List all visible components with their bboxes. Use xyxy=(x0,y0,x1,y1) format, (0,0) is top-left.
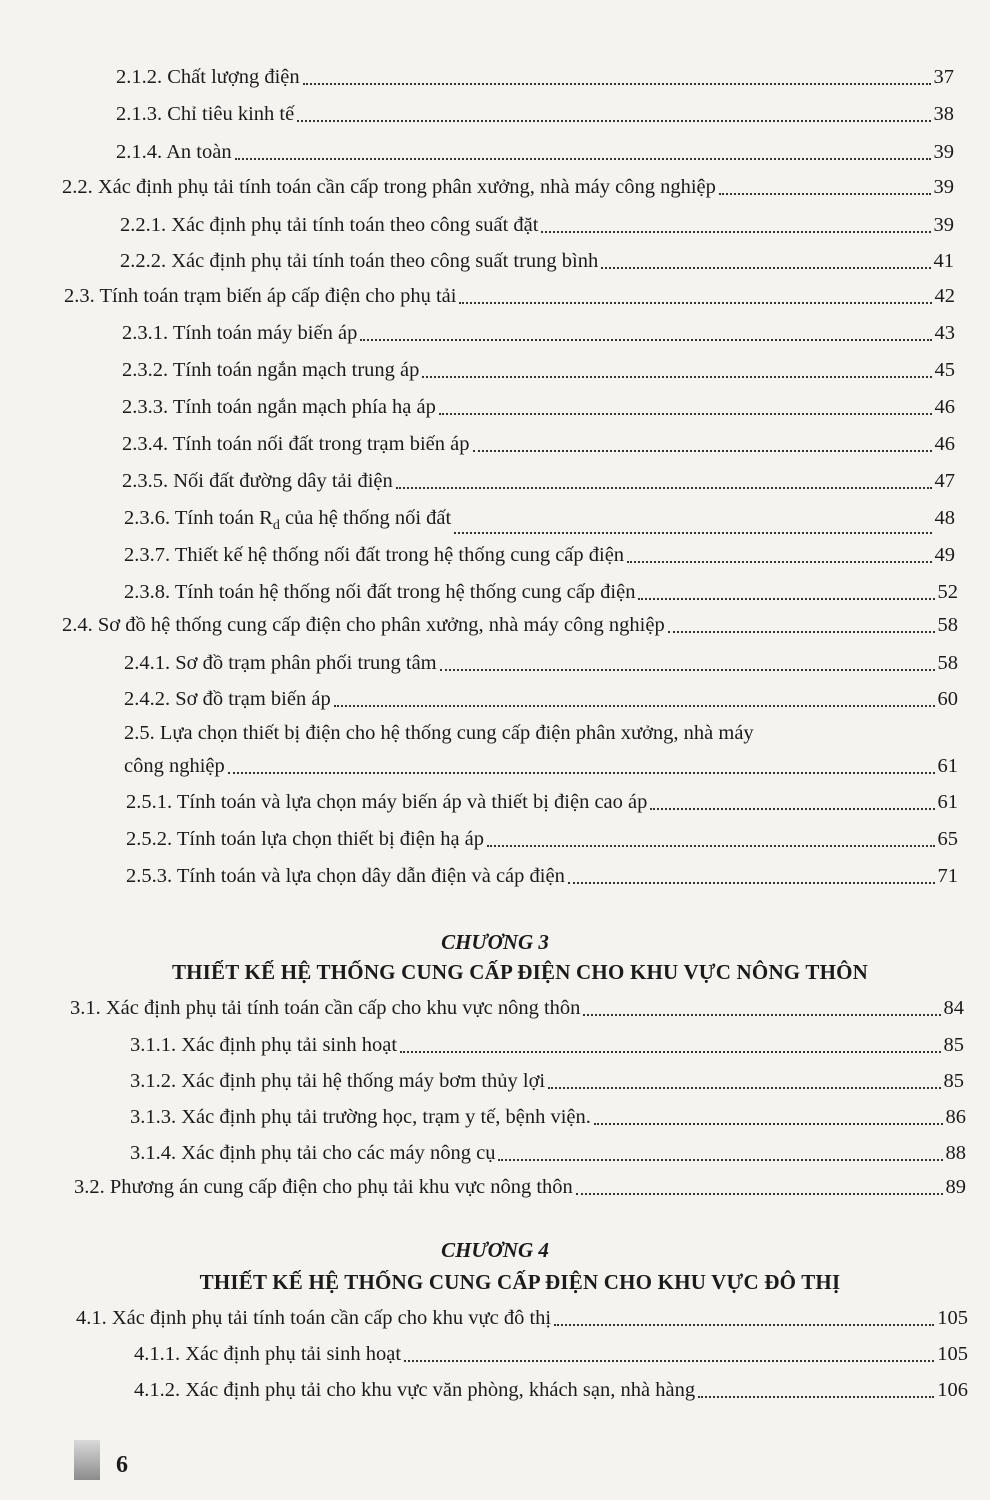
toc-entry-page: 84 xyxy=(943,997,964,1019)
leader-dots xyxy=(568,882,935,884)
toc-entry[interactable] xyxy=(64,283,955,309)
toc-entry-page: 42 xyxy=(934,285,955,307)
leader-dots xyxy=(583,1014,940,1016)
toc-entry-page: 39 xyxy=(933,176,954,198)
leader-dots xyxy=(576,1193,943,1195)
toc-entry-page: 45 xyxy=(934,359,955,381)
toc-entry[interactable] xyxy=(62,174,954,200)
toc-entry-page: 89 xyxy=(945,1176,966,1198)
toc-entry-title: 2.4.2. Sơ đồ trạm biến áp xyxy=(124,688,331,710)
leader-dots xyxy=(303,83,931,85)
toc-entry[interactable] xyxy=(124,505,955,539)
leader-dots xyxy=(235,158,931,160)
leader-dots xyxy=(650,808,934,810)
leader-dots xyxy=(698,1396,934,1398)
toc-entry[interactable] xyxy=(130,1104,966,1130)
leader-dots xyxy=(422,376,931,378)
toc-entry[interactable] xyxy=(120,248,954,274)
toc-entry-page: 71 xyxy=(937,865,958,887)
leader-dots xyxy=(594,1123,943,1125)
toc-entry-page: 48 xyxy=(934,507,955,529)
leader-dots xyxy=(439,413,932,415)
toc-entry[interactable] xyxy=(116,64,954,90)
toc-entry[interactable] xyxy=(122,357,955,383)
leader-dots xyxy=(473,450,932,452)
toc-entry-page: 65 xyxy=(937,828,958,850)
toc-entry-title: 2.3.6. Tính toán $R_d$ của hệ thống nối đất xyxy=(124,507,452,534)
toc-entry-title: 3.1.3. Xác định phụ tải trường học, trạm y tế, bệnh viện. xyxy=(130,1106,591,1128)
toc-entry-title: công nghiệp xyxy=(124,755,225,777)
toc-entry-page: 46 xyxy=(934,433,955,455)
toc-entry[interactable] xyxy=(76,1305,968,1331)
toc-entry-title: 2.3.5. Nối đất đường dây tải điện xyxy=(122,470,393,492)
toc-entry-page: 60 xyxy=(937,688,958,710)
subscript: d xyxy=(272,518,280,534)
toc-entry[interactable] xyxy=(126,826,958,852)
leader-dots xyxy=(440,669,935,671)
leader-dots xyxy=(396,487,932,489)
toc-entry-title: 2.2.2. Xác định phụ tải tính toán theo công suất trung bình xyxy=(120,250,599,272)
leader-dots xyxy=(459,302,931,304)
toc-entry[interactable] xyxy=(122,468,955,494)
toc-entry-title: 3.1.1. Xác định phụ tải sinh hoạt xyxy=(130,1034,398,1056)
toc-entry-title: 2.2. Xác định phụ tải tính toán cần cấp trong phân xưởng, nhà máy công nghiệp xyxy=(62,176,716,198)
toc-entry-page: 61 xyxy=(937,755,958,777)
toc-entry-title: 2.4.1. Sơ đồ trạm phân phối trung tâm xyxy=(124,652,437,674)
leader-dots xyxy=(601,267,930,269)
toc-entry-page: 39 xyxy=(933,214,954,236)
toc-entry-page: 58 xyxy=(937,652,958,674)
toc-entry-page: 52 xyxy=(937,581,958,603)
toc-entry-page: 86 xyxy=(945,1106,966,1128)
toc-entry-title: 2.5.3. Tính toán và lựa chọn dây dẫn điện và cáp điện xyxy=(126,865,565,887)
toc-entry[interactable] xyxy=(122,394,955,420)
toc-entry[interactable] xyxy=(122,320,955,346)
toc-entry-title: 2.3.8. Tính toán hệ thống nối đất trong hệ thống cung cấp điện xyxy=(124,581,636,603)
toc-entry-page: 105 xyxy=(937,1307,968,1329)
toc-entry[interactable] xyxy=(134,1377,968,1403)
toc-entry[interactable] xyxy=(62,612,958,638)
leader-dots xyxy=(719,193,931,195)
toc-entry-title[interactable]: 2.5. Lựa chọn thiết bị điện cho hệ thống cung cấp điện phân xưởng, nhà máy xyxy=(124,722,754,744)
toc-entry-page: 47 xyxy=(934,470,955,492)
leader-dots xyxy=(498,1159,942,1161)
toc-entry-page: 38 xyxy=(933,103,954,125)
toc-entry-page: 41 xyxy=(933,250,954,272)
toc-entry-title: 3.1.4. Xác định phụ tải cho các máy nông cụ xyxy=(130,1142,496,1164)
toc-entry[interactable] xyxy=(116,139,954,165)
leader-dots xyxy=(487,845,934,847)
chapter-4-title: THIẾT KẾ HỆ THỐNG CUNG CẤP ĐIỆN CHO KHU VỰC ĐÔ THỊ xyxy=(199,1270,841,1294)
toc-entry-title: 2.1.2. Chất lượng điện xyxy=(116,66,300,88)
toc-entry-title: 2.5.2. Tính toán lựa chọn thiết bị điện hạ áp xyxy=(126,828,485,850)
toc-entry-title: 2.3.1. Tính toán máy biến áp xyxy=(122,322,358,344)
leader-dots xyxy=(297,120,930,122)
toc-entry[interactable] xyxy=(130,1140,966,1166)
toc-entry-page: 61 xyxy=(937,791,958,813)
leader-dots xyxy=(454,532,931,534)
toc-entry[interactable] xyxy=(120,212,954,238)
toc-entry-page: 85 xyxy=(943,1070,964,1092)
toc-entry[interactable] xyxy=(124,650,958,676)
leader-dots xyxy=(228,772,935,774)
leader-dots xyxy=(400,1051,940,1053)
toc-entry[interactable] xyxy=(116,101,954,127)
leader-dots xyxy=(638,598,934,600)
toc-entry[interactable] xyxy=(126,789,958,815)
toc-entry-page: 105 xyxy=(937,1343,968,1365)
toc-entry-title: 2.5.1. Tính toán và lựa chọn máy biến áp và thiết bị điện cao áp xyxy=(126,791,648,813)
toc-entry[interactable] xyxy=(124,542,955,568)
toc-entry[interactable] xyxy=(130,1032,964,1058)
toc-entry-page: 106 xyxy=(937,1379,968,1401)
toc-entry[interactable] xyxy=(134,1341,968,1367)
chapter-3-title: THIẾT KẾ HỆ THỐNG CUNG CẤP ĐIỆN CHO KHU VỰC NÔNG THÔN xyxy=(171,960,869,984)
toc-entry-page: 43 xyxy=(934,322,955,344)
toc-entry-title: 4.1.1. Xác định phụ tải sinh hoạt xyxy=(134,1343,402,1365)
toc-entry-title: 2.2.1. Xác định phụ tải tính toán theo công suất đặt xyxy=(120,214,539,236)
toc-entry[interactable] xyxy=(130,1068,964,1094)
toc-entry-title: 2.4. Sơ đồ hệ thống cung cấp điện cho phân xưởng, nhà máy công nghiệp xyxy=(62,614,665,636)
leader-dots xyxy=(668,631,935,633)
toc-entry-title: 2.3. Tính toán trạm biến áp cấp điện cho phụ tải xyxy=(64,285,457,307)
toc-entry-title: 2.1.3. Chỉ tiêu kinh tế xyxy=(116,103,295,125)
toc-entry-title: 2.3.4. Tính toán nối đất trong trạm biến áp xyxy=(122,433,470,455)
toc-entry-title: 4.1. Xác định phụ tải tính toán cần cấp cho khu vực đô thị xyxy=(76,1307,552,1329)
toc-entry[interactable] xyxy=(122,431,955,457)
toc-entry-title: 3.1.2. Xác định phụ tải hệ thống máy bơm thủy lợi xyxy=(130,1070,546,1092)
toc-entry[interactable] xyxy=(70,995,964,1021)
toc-entry[interactable] xyxy=(124,579,958,605)
toc-entry-title: 3.1. Xác định phụ tải tính toán cần cấp cho khu vực nông thôn xyxy=(70,997,581,1019)
toc-entry-page: 49 xyxy=(934,544,955,566)
chapter-3-label: CHƯƠNG 3 xyxy=(441,930,549,954)
leader-dots xyxy=(554,1324,934,1326)
toc-entry-title: 2.3.3. Tính toán ngắn mạch phía hạ áp xyxy=(122,396,436,418)
toc-entry-page: 46 xyxy=(934,396,955,418)
toc-entry[interactable] xyxy=(124,686,958,712)
toc-entry-title: 3.2. Phương án cung cấp điện cho phụ tải khu vực nông thôn xyxy=(74,1176,573,1198)
leader-dots xyxy=(360,339,931,341)
chapter-4-label: CHƯƠNG 4 xyxy=(441,1238,549,1262)
toc-entry-page: 37 xyxy=(933,66,954,88)
toc-entry-page: 58 xyxy=(937,614,958,636)
toc-entry[interactable] xyxy=(126,863,958,889)
leader-dots xyxy=(627,561,931,563)
leader-dots xyxy=(404,1360,934,1362)
toc-entry-title: 4.1.2. Xác định phụ tải cho khu vực văn phòng, khách sạn, nhà hàng xyxy=(134,1379,696,1401)
toc-entry[interactable] xyxy=(74,1174,966,1200)
leader-dots xyxy=(541,231,930,233)
leader-dots xyxy=(548,1087,940,1089)
page-number: 6 xyxy=(116,1452,128,1478)
toc-entry[interactable] xyxy=(124,753,958,779)
page-tab-marker xyxy=(74,1440,100,1480)
leader-dots xyxy=(334,705,935,707)
toc-entry-page: 88 xyxy=(945,1142,966,1164)
toc-entry-page: 39 xyxy=(933,141,954,163)
toc-entry-title: 2.1.4. An toàn xyxy=(116,141,232,163)
toc-entry-title: 2.3.2. Tính toán ngắn mạch trung áp xyxy=(122,359,420,381)
toc-entry-page: 85 xyxy=(943,1034,964,1056)
toc-entry-title: 2.3.7. Thiết kế hệ thống nối đất trong hệ thống cung cấp điện xyxy=(124,544,625,566)
